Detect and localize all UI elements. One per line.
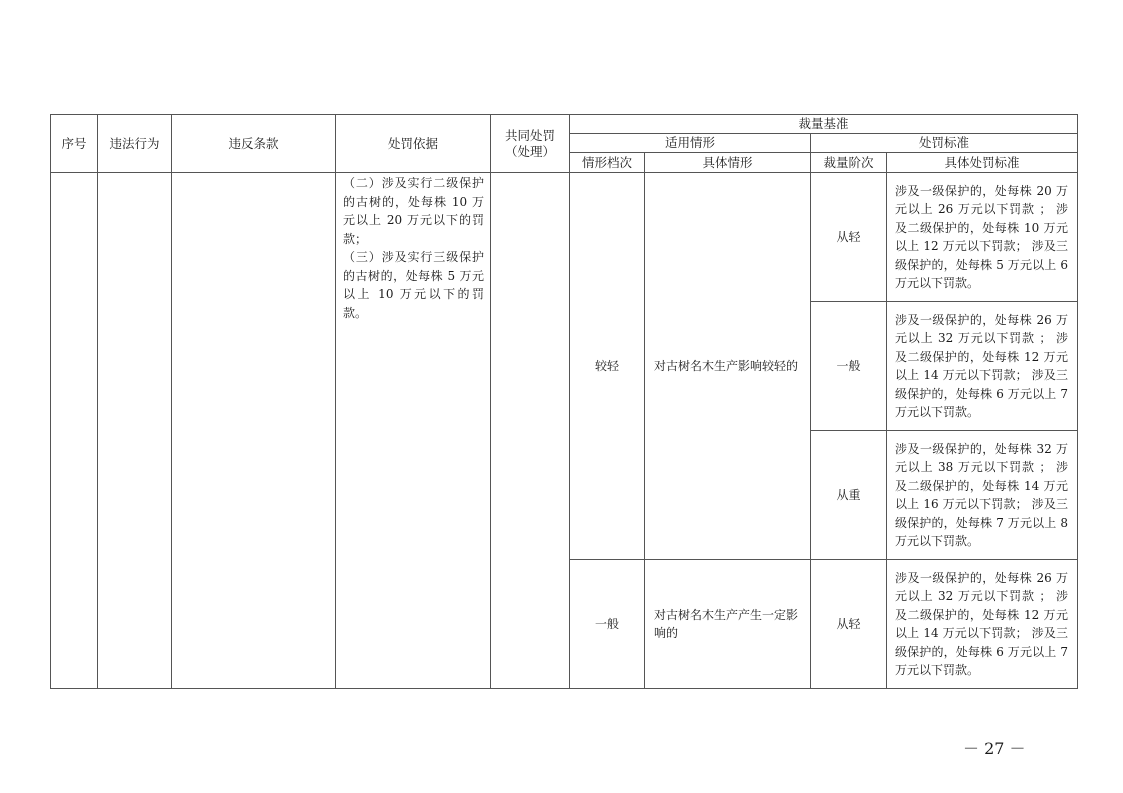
header-basis: 处罚依据 <box>336 115 491 173</box>
cell-standard-1-2: 涉及一级保护的，处每株 26 万元以上 32 万元以下罚款 ； 涉及二级保护的，处每株 12 万元以上 14 万元以下罚款； 涉及三级保护的，处每株 6 万元以上 7 万元以下罚款。 <box>887 302 1078 431</box>
cell-specific-2: 对古树名木生产产生一定影响的 <box>645 560 811 689</box>
cell-grade-1-1: 从轻 <box>811 173 887 302</box>
cell-joint <box>491 173 570 689</box>
cell-grade-1-2: 一般 <box>811 302 887 431</box>
header-situation: 适用情形 <box>570 134 811 153</box>
header-discretion: 裁量基准 <box>570 115 1078 134</box>
cell-level-2: 一般 <box>570 560 645 689</box>
header-standard: 处罚标准 <box>811 134 1078 153</box>
page-number: － 27 － <box>963 739 1026 758</box>
header-joint: 共同处罚（处理） <box>491 115 570 173</box>
cell-clause <box>172 173 336 689</box>
cell-standard-1-3: 涉及一级保护的，处每株 32 万元以上 38 万元以下罚款 ； 涉及二级保护的，处每株 14 万元以上 16 万元以下罚款； 涉及三级保护的，处每株 7 万元以上 8 万元以下罚款。 <box>887 431 1078 560</box>
cell-act <box>98 173 172 689</box>
penalty-discretion-table <box>50 114 1078 689</box>
cell-grade-2-1: 从轻 <box>811 560 887 689</box>
cell-seq <box>51 173 98 689</box>
header-detail: 具体处罚标准 <box>887 153 1078 173</box>
cell-standard-2-1: 涉及一级保护的，处每株 26 万元以上 32 万元以下罚款 ； 涉及二级保护的，处每株 12 万元以上 14 万元以下罚款； 涉及三级保护的，处每株 6 万元以上 7 万元以下罚款。 <box>887 560 1078 689</box>
cell-standard-1-1: 涉及一级保护的，处每株 20 万元以上 26 万元以下罚款 ； 涉及二级保护的，处每株 10 万元以上 12 万元以下罚款； 涉及三级保护的，处每株 5 万元以上 6 万元以下罚款。 <box>887 173 1078 302</box>
cell-specific-1: 对古树名木生产影响较轻的 <box>645 173 811 560</box>
header-grade: 裁量阶次 <box>811 153 887 173</box>
cell-basis: （二）涉及实行二级保护的古树的，处每株 10 万元以上 20 万元以下的罚款； （三）涉及实行三级保护的古树的，处每株 5 万元以上 10 万元以下的罚款。 <box>336 173 491 689</box>
header-specific: 具体情形 <box>645 153 811 173</box>
header-seq: 序号 <box>51 115 98 173</box>
cell-grade-1-3: 从重 <box>811 431 887 560</box>
cell-level-1: 较轻 <box>570 173 645 560</box>
header-act: 违法行为 <box>98 115 172 173</box>
header-level: 情形档次 <box>570 153 645 173</box>
header-clause: 违反条款 <box>172 115 336 173</box>
